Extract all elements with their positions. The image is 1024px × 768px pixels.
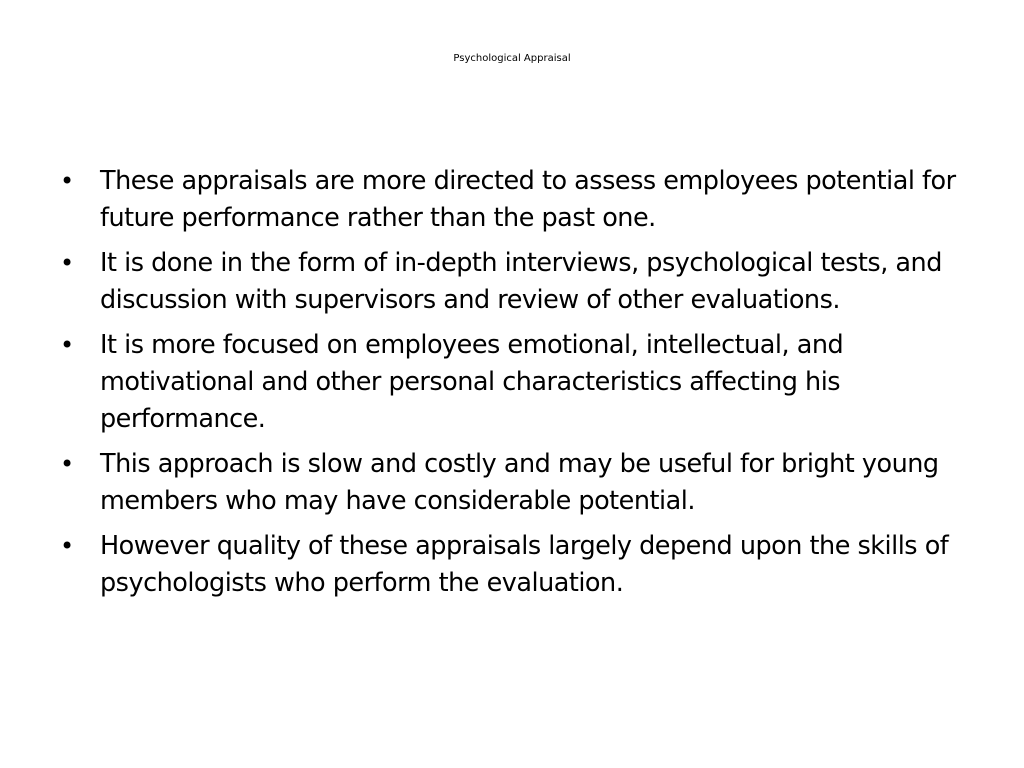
bullet-item bbox=[60, 245, 960, 319]
bullet-dot: • bbox=[60, 532, 74, 560]
bullet-text: It is done in the form of in-depth interviews, psychological tests, and discussion with supervisors and review of other evaluations. bbox=[100, 248, 942, 315]
bullet-dot: • bbox=[60, 249, 74, 277]
bullet-list bbox=[60, 163, 960, 610]
bullet-dot: • bbox=[60, 167, 74, 195]
bullet-dot: • bbox=[60, 450, 74, 478]
bullet-item bbox=[60, 446, 960, 520]
bullet-dot: • bbox=[60, 331, 74, 359]
bullet-item bbox=[60, 327, 960, 438]
slide-title: Psychological Appraisal bbox=[453, 53, 571, 64]
bullet-item bbox=[60, 163, 960, 237]
bullet-text: It is more focused on employees emotional, intellectual, and motivational and other personal characteristics affecting his performance. bbox=[100, 330, 844, 434]
bullet-item bbox=[60, 528, 960, 602]
bullet-text: However quality of these appraisals largely depend upon the skills of psychologists who perform the evaluation. bbox=[100, 531, 949, 598]
bullet-text: These appraisals are more directed to assess employees potential for future performance rather than the past one. bbox=[100, 166, 956, 233]
bullet-text: This approach is slow and costly and may be useful for bright young members who may have considerable potential. bbox=[100, 449, 939, 516]
